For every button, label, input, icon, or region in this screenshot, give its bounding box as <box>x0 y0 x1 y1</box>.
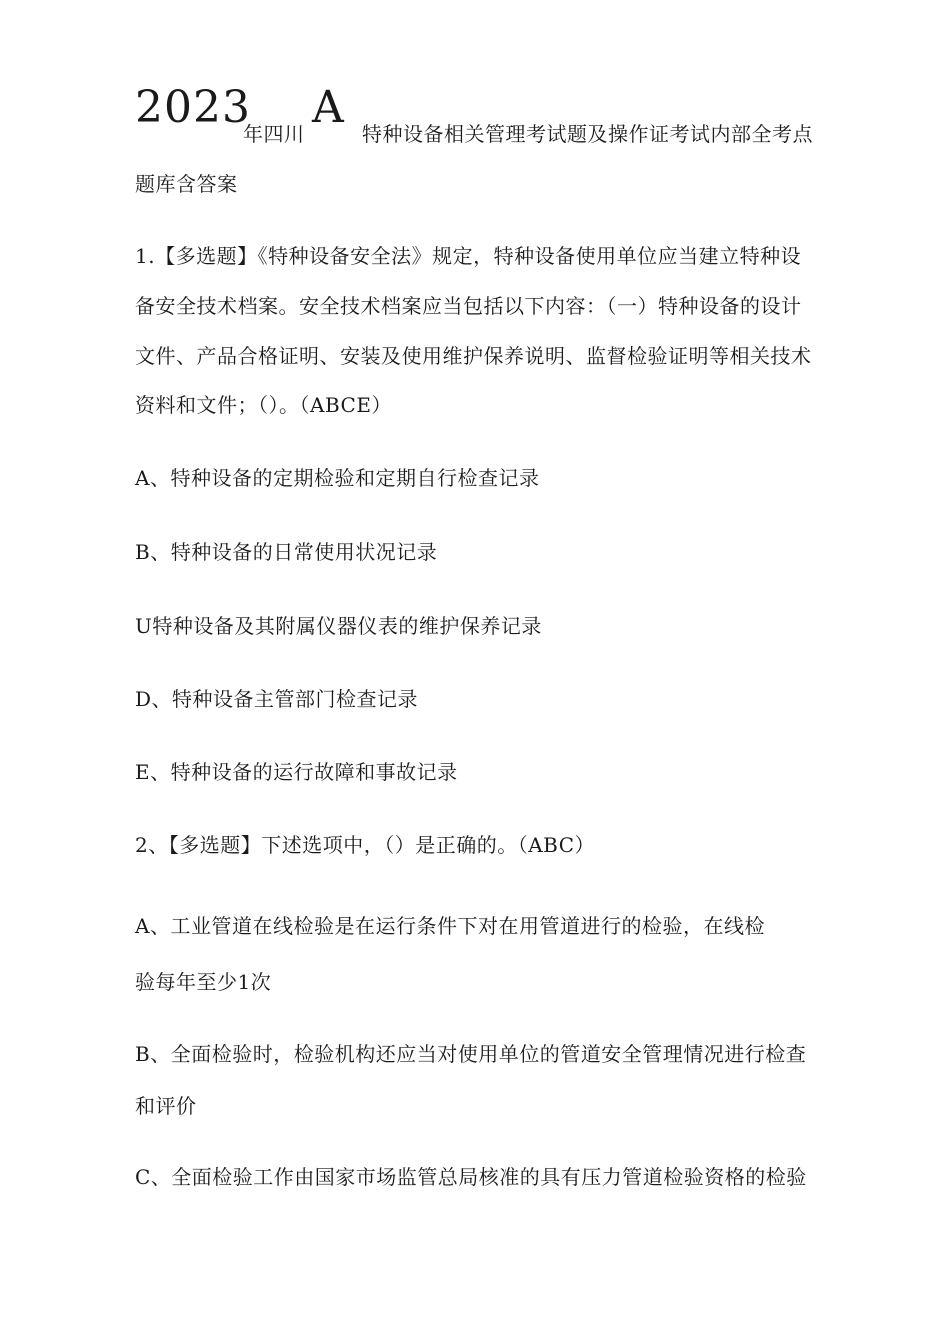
q1-stem-line-3: 文件、产品合格证明、安装及使用维护保养说明、监督检验证明等相关技术 <box>135 344 812 368</box>
q2-stem: 2、【多选题】下述选项中，（）是正确的。（ABC） <box>135 833 596 857</box>
title-region: 年四川 <box>243 122 305 146</box>
q1-option-d: D、特种设备主管部门检查记录 <box>135 687 419 711</box>
q1-option-b: B、特种设备的日常使用状况记录 <box>135 540 438 564</box>
q2-option-a-line-1: A、工业管道在线检验是在运行条件下对在用管道进行的检验，在线检 <box>135 914 765 938</box>
q1-option-e: E、特种设备的运行故障和事故记录 <box>135 760 458 784</box>
q1-option-c: U特种设备及其附属仪器仪表的维护保养记录 <box>135 614 542 638</box>
q2-option-a-line-2: 验每年至少1次 <box>135 970 272 994</box>
q1-stem-line-2: 备安全技术档案。安全技术档案应当包括以下内容：（一）特种设备的设计 <box>135 294 802 318</box>
title-year: 2023 <box>135 82 251 133</box>
title-grade: A <box>312 82 345 133</box>
q1-stem-line-4: 资料和文件；（）。（ABCE） <box>135 393 392 417</box>
q2-option-b-line-2: 和评价 <box>135 1094 197 1118</box>
title-main: 特种设备相关管理考试题及操作证考试内部全考点 <box>362 122 813 146</box>
q1-option-a: A、特种设备的定期检验和定期自行检查记录 <box>135 466 540 490</box>
q1-stem-line-1: 1.【多选题】《特种设备安全法》规定，特种设备使用单位应当建立特种设 <box>135 244 802 268</box>
q2-option-b-line-1: B、全面检验时，检验机构还应当对使用单位的管道安全管理情况进行检查 <box>135 1042 807 1066</box>
q2-option-c-line-1: C、全面检验工作由国家市场监管总局核准的具有压力管道检验资格的检验 <box>135 1165 807 1189</box>
title-line2: 题库含答案 <box>135 172 238 196</box>
